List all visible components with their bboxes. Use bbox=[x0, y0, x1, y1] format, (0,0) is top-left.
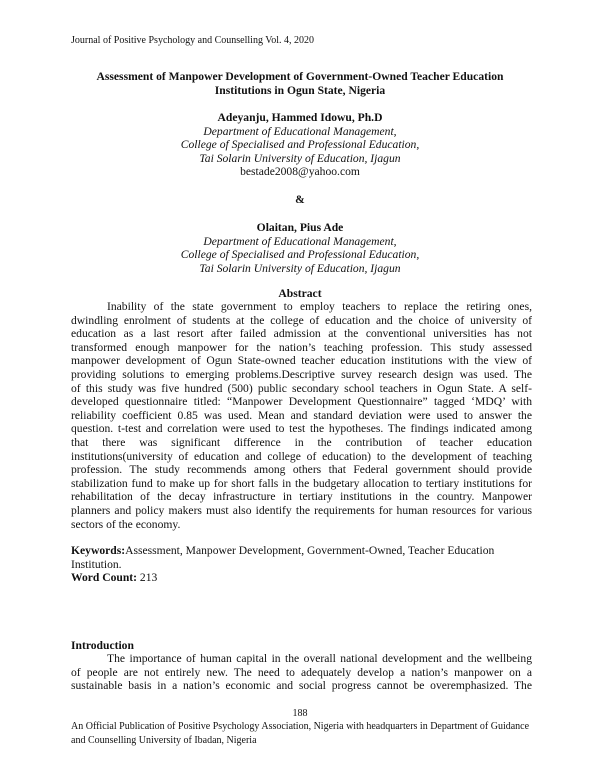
author-affiliation: Department of Educational Management, bbox=[203, 234, 397, 248]
text-line: stabilization fund to make up for short falls in the budgetary allocation to tertiary institutions for bbox=[71, 476, 532, 490]
text-line: of people are not entirely new. The need to adequately develop a nation’s manpower on a bbox=[71, 665, 532, 679]
text-line: profession. The study recommends among others that Federal government should provide bbox=[71, 463, 532, 477]
text-line: that there was significant difference in the contribution of teacher education bbox=[71, 435, 532, 449]
abstract-body bbox=[71, 300, 532, 531]
footer-line: and Counselling University of Ibadan, Nigeria bbox=[71, 734, 257, 746]
text-line: developed questionnaire titled: “Manpower Development Questionnaire” tagged ‘MDQ’ with bbox=[71, 395, 532, 409]
author-name: Adeyanju, Hammed Idowu, Ph.D bbox=[217, 111, 383, 124]
text-line: planners and policy makers must also identify the requirements for human resources for various bbox=[71, 503, 532, 517]
author-affiliation: Tai Solarin University of Education, Ijagun bbox=[199, 261, 401, 275]
keywords bbox=[71, 544, 532, 585]
word-count-label: Word Count: bbox=[71, 571, 138, 585]
text-line: rehabilitation of the decay infrastructure in tertiary institutions in the country. Manpower bbox=[71, 490, 532, 504]
author-affiliation: College of Specialised and Professional Education, bbox=[180, 248, 420, 262]
title-line: Assessment of Manpower Development of Government-Owned Teacher Education bbox=[96, 70, 504, 83]
introduction-heading: Introduction bbox=[71, 639, 134, 652]
author-email[interactable]: bestade2008@yahoo.com bbox=[240, 165, 360, 179]
author-block-1 bbox=[60, 111, 540, 179]
text-line: education as a last resort after failed admission at the conventional universities has not bbox=[71, 327, 532, 341]
author-affiliation: Tai Solarin University of Education, Ijagun bbox=[199, 151, 401, 165]
text-line: question. t-test and correlation were used to test the hypotheses. The findings indicated among bbox=[71, 422, 532, 436]
author-name: Olaitan, Pius Ade bbox=[256, 221, 344, 234]
running-header: Journal of Positive Psychology and Counselling Vol. 4, 2020 bbox=[71, 35, 314, 46]
text-line: reliability coefficient 0.85 was used. Mean and standard deviation were used to answer the bbox=[71, 408, 532, 422]
abstract-heading: Abstract bbox=[278, 287, 322, 300]
text-line: sustainable basis in a nation’s economic and social progress cannot be overemphasized. The bbox=[71, 679, 532, 693]
paper-title bbox=[60, 70, 540, 97]
keywords-text: Institution. bbox=[71, 557, 122, 571]
text-line: manpower development of Ogun State-owned teacher education institutions with the view of bbox=[71, 354, 532, 368]
keywords-label: Keywords: bbox=[71, 544, 126, 557]
word-count-value: 213 bbox=[137, 571, 158, 585]
footer bbox=[71, 720, 529, 747]
text-line: institutions(university of education and college of education) to the development of teaching bbox=[71, 449, 532, 463]
text-line: of this study was five hundred (500) public secondary school teachers in Ogun State. A self- bbox=[71, 381, 532, 395]
text-line: transformed enough manpower for the nation’s teaching profession. This study assessed bbox=[71, 340, 532, 354]
author-affiliation: Department of Educational Management, bbox=[203, 124, 397, 138]
footer-line: An Official Publication of Positive Psychology Association, Nigeria with headquarters in Department of Guidance bbox=[71, 721, 530, 732]
text-line: The importance of human capital in the overall national development and the wellbeing bbox=[107, 652, 532, 665]
introduction-body bbox=[71, 652, 532, 693]
author-block-2 bbox=[60, 221, 540, 275]
text-line: dwindling enrolment of students at the college of education and the choice of university of bbox=[71, 313, 532, 327]
author-affiliation: College of Specialised and Professional Education, bbox=[180, 138, 420, 152]
author-separator: & bbox=[295, 193, 305, 206]
title-line: Institutions in Ogun State, Nigeria bbox=[214, 83, 386, 97]
text-line: providing solutions to emerging problems.Descriptive survey research design was used. The bbox=[71, 367, 532, 381]
text-line: sectors of the economy. bbox=[71, 517, 181, 531]
page-number: 188 bbox=[292, 708, 308, 719]
keywords-text: Assessment, Manpower Development, Government-Owned, Teacher Education bbox=[125, 544, 495, 557]
text-line: Inability of the state government to employ teachers to replace the retiring ones, bbox=[107, 300, 532, 313]
